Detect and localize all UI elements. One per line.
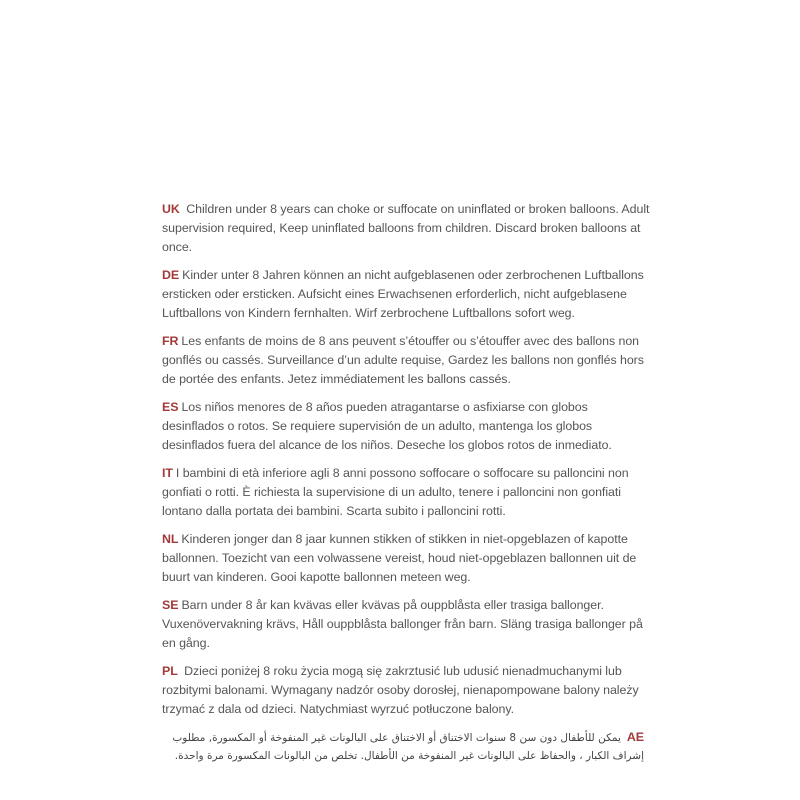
warning-text: Barn under 8 år kan kvävas eller kvävas på ouppblåsta eller trasiga ballonger. Vuxenövervakning krävs, Håll ouppblåsta ballonger från barn. Släng trasiga ballonger på en gång.	[162, 598, 643, 650]
language-code: IT	[162, 466, 173, 480]
safety-warnings	[162, 200, 652, 774]
language-code: NL	[162, 532, 179, 546]
warning-se	[162, 596, 652, 653]
warning-text: يمكن للأطفال دون سن 8 سنوات الاختناق أو الاختناق على البالونات غير المنفوخة أو المكسورة, مطلوب إشراف الكبار ، والحفاظ على البالونات غير المنفوخة من الأطفال. تخلص من البالونات المكسورة مرة واحدة.	[172, 732, 644, 762]
warning-text: Dzieci poniżej 8 roku życia mogą się zakrztusić lub udusić nienadmuchanymi lub rozbitymi balonami. Wymagany nadzór osoby dorosłej, nienapompowane balony należy trzymać z dala od dzieci. Natychmiast wyrzuć potłuczone balony.	[162, 664, 639, 716]
warning-de	[162, 266, 652, 323]
language-code: DE	[162, 268, 180, 282]
warning-nl	[162, 530, 652, 587]
warning-it	[162, 464, 652, 521]
warning-text: Kinder unter 8 Jahren können an nicht aufgeblasenen oder zerbrochenen Luftballons ersticken oder ersticken. Aufsicht eines Erwachsenen erforderlich, nicht aufgeblasene Luftballons von Kindern fernhalten. Wirf zerbrochene Luftballons sofort weg.	[162, 268, 644, 320]
warning-text: Children under 8 years can choke or suffocate on uninflated or broken balloons. Adult supervision required, Keep uninflated balloons from children. Discard broken balloons at once.	[162, 202, 650, 254]
language-code: UK	[162, 202, 180, 216]
warning-ae	[162, 728, 652, 765]
language-code: ES	[162, 400, 179, 414]
language-code: PL	[162, 664, 178, 678]
warning-text: Les enfants de moins de 8 ans peuvent s’étouffer ou s’étouffer avec des ballons non gonflés ou cassés. Surveillance d’un adulte requise, Gardez les ballons non gonflés hors de portée des enfants. Jetez immédiatement les ballons cassés.	[162, 334, 644, 386]
warning-es	[162, 398, 652, 455]
language-code: SE	[162, 598, 179, 612]
warning-pl	[162, 662, 652, 719]
language-code: AE	[626, 730, 644, 744]
warning-fr	[162, 332, 652, 389]
warning-text: I bambini di età inferiore agli 8 anni possono soffocare o soffocare su palloncini non gonfiati o rotti. È richiesta la supervisione di un adulto, tenere i palloncini non gonfiati lontano dalla portata dei bambini. Scarta subito i palloncini rotti.	[162, 466, 629, 518]
language-code: FR	[162, 334, 179, 348]
warning-text: Kinderen jonger dan 8 jaar kunnen stikken of stikken in niet-opgeblazen of kapotte ballonnen. Toezicht van een volwassene vereist, houd niet-opgeblazen ballonnen uit de buurt van kinderen. Gooi kapotte ballonnen meteen weg.	[162, 532, 637, 584]
warning-text: Los niños menores de 8 años pueden atragantarse o asfixiarse con globos desinflados o rotos. Se requiere supervisión de un adulto, mantenga los globos desinflados fuera del alcance de los niños. Deseche los globos rotos de inmediato.	[162, 400, 612, 452]
warning-uk	[162, 200, 652, 257]
